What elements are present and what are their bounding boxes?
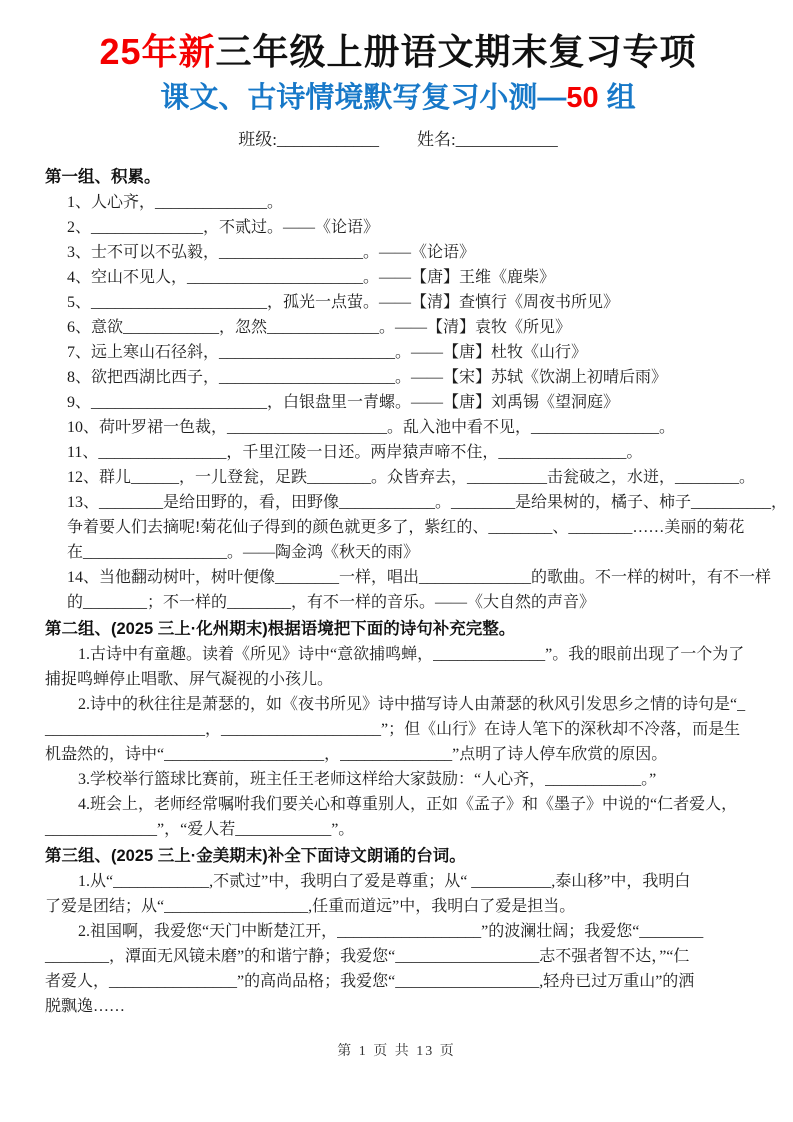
worksheet-line: 1.古诗中有童趣。读着《所见》诗中“意欲捕鸣蝉，______________”。我的眼前出现了一个为了 — [78, 646, 745, 663]
worksheet-line: 12、群儿______，一儿登瓮，足跌________。众皆弃去，__________击瓮破之，水迸，________。 — [67, 469, 756, 486]
class-name-line — [45, 128, 751, 152]
worksheet-line: 1.从“____________,不贰过”中，我明白了爱是尊重；从“ __________,泰山移”中，我明白 — [78, 873, 691, 890]
worksheet-line: 4.班会上，老师经常嘱咐我们要关心和尊重别人，正如《孟子》和《墨子》中说的“仁者爱人， — [78, 796, 738, 813]
worksheet-line: 者爱人，________________”的高尚品格；我爱您“__________________,轻舟已过万重山”的洒 — [45, 973, 695, 990]
worksheet-line: 争着要人们去摘呢!菊花仙子得到的颜色就更多了，紫红的、________、________……美丽的菊花 — [67, 519, 745, 536]
worksheet-line: 3、士不可以不弘毅，__________________。——《论语》 — [67, 244, 476, 261]
class-blank: ____________ — [277, 130, 379, 149]
worksheet-line: 6、意欲____________，忽然______________。——【清】袁牧《所见》 — [67, 319, 572, 336]
worksheet-line: 9、______________________，白银盘里一青螺。——【唐】刘禹锡《望洞庭》 — [67, 394, 620, 411]
worksheet-line: 了爱是团结；从“__________________,任重而道远”中，我明白了爱是担当。 — [45, 898, 576, 915]
worksheet-line: 在__________________。——陶金鸿《秋天的雨》 — [67, 544, 420, 561]
worksheet-line: 8、欲把西湖比西子，______________________。——【宋】苏轼《饮湖上初晴后雨》 — [67, 369, 668, 386]
worksheet-line: 5、______________________，孤光一点萤。——【清】查慎行《周夜书所见》 — [67, 294, 620, 311]
subtitle-count: 50 — [566, 82, 599, 114]
worksheet-line: 2、______________，不贰过。——《论语》 — [67, 219, 380, 236]
section-3-heading: 第三组、(2025 三上·金美期末)补全下面诗文朗诵的台词。 — [45, 847, 466, 865]
subtitle-blue-part-2: 组 — [598, 82, 636, 114]
worksheet-line: 14、当他翻动树叶，树叶便像________一样，唱出______________的歌曲。不一样的树叶，有不一样 — [67, 569, 772, 586]
worksheet-body — [45, 165, 788, 1019]
page-subtitle — [45, 80, 751, 116]
worksheet-line: 脱飘逸…… — [45, 998, 126, 1015]
worksheet-line: 的________；不一样的________，有不一样的音乐。——《大自然的声音》 — [67, 594, 596, 611]
worksheet-line: ____________________，____________________”；但《山行》在诗人笔下的深秋却不冷落，而是生 — [45, 721, 741, 738]
section-2-heading: 第二组、(2025 三上·化州期末)根据语境把下面的诗句补充完整。 — [45, 620, 516, 638]
worksheet-line: ______________”，“爱人若____________”。 — [45, 821, 355, 838]
worksheet-line: 11、________________，千里江陵一日还。两岸猿声啼不住，________________。 — [67, 444, 643, 461]
worksheet-line: 13、________是给田野的，看，田野像____________。________是给果树的，橘子、柿子__________， — [67, 494, 788, 511]
page-content — [0, 30, 793, 1019]
name-label: 姓名: — [417, 130, 456, 149]
worksheet-line: 机盎然的，诗中“____________________，______________”点明了诗人停车欣赏的原因。 — [45, 746, 668, 763]
title-black-part: 三年级上册语文期末复习专项 — [215, 31, 697, 72]
section-1-heading: 第一组、积累。 — [45, 168, 161, 186]
worksheet-line: 4、空山不见人，______________________。——【唐】王维《鹿柴》 — [67, 269, 556, 286]
page-number: 第 1 页 共 13 页 — [337, 1044, 456, 1059]
worksheet-line: 3.学校举行篮球比赛前，班主任王老师这样给大家鼓励：“人心齐，____________。” — [78, 771, 657, 788]
worksheet-line: ________，潭面无风镜未磨”的和谐宁静；我爱您“__________________志不强者智不达，”“仁 — [45, 948, 690, 965]
name-blank: ____________ — [455, 130, 558, 149]
class-label: 班级: — [238, 130, 277, 149]
worksheet-line: 2.诗中的秋往往是萧瑟的，如《夜书所见》诗中描写诗人由萧瑟的秋风引发思乡之情的诗句是“_ — [78, 696, 746, 713]
worksheet-line: 捕捉鸣蝉停止唱歌、屏气凝视的小孩儿。 — [45, 671, 334, 688]
worksheet-line: 1、人心齐，______________。 — [67, 194, 284, 211]
worksheet-line: 2.祖国啊，我爱您“天门中断楚江开，__________________”的波澜壮阔；我爱您“________ — [78, 923, 704, 940]
worksheet-line: 10、荷叶罗裙一色裁，____________________。乱入池中看不见，________________。 — [67, 419, 676, 436]
subtitle-blue-part-1: 课文、古诗情境默写复习小测— — [160, 82, 567, 114]
page-title — [45, 30, 751, 74]
title-red-part: 25年新 — [99, 31, 216, 72]
worksheet-line: 7、远上寒山石径斜，______________________。——【唐】杜牧《山行》 — [67, 344, 588, 361]
